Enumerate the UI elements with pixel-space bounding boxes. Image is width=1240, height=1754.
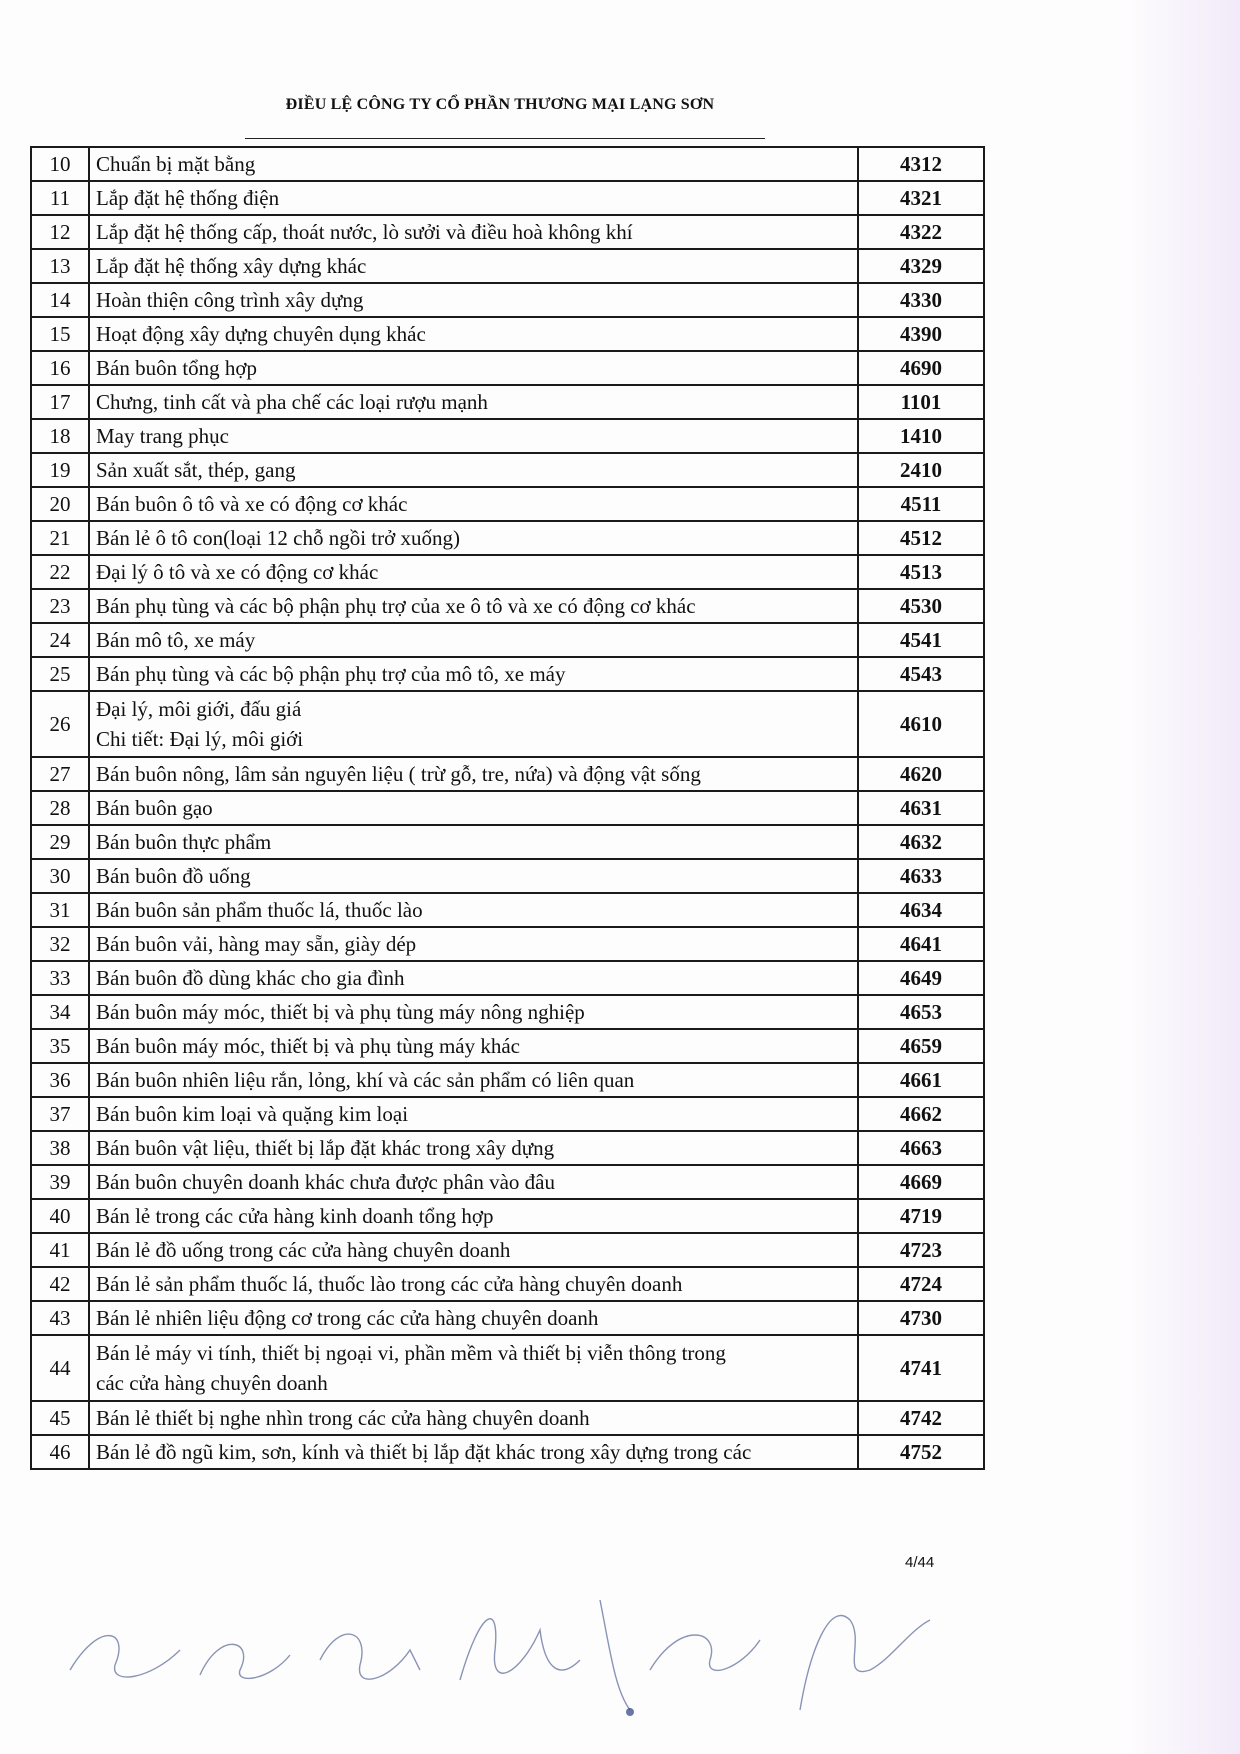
table-row	[31, 589, 984, 623]
activity-name-line: Chuẩn bị mặt bằng	[96, 152, 256, 176]
industry-code: 4543	[858, 657, 984, 691]
row-number: 23	[31, 589, 89, 623]
activity-name-line: Lắp đặt hệ thống xây dựng khác	[96, 254, 367, 278]
activity-name-line: Bán buôn đồ dùng khác cho gia đình	[96, 966, 405, 990]
activity-name-line: Bán lẻ máy vi tính, thiết bị ngoại vi, phần mềm và thiết bị viễn thông trong	[96, 1341, 726, 1365]
activity-name	[89, 453, 858, 487]
activity-name-line: Chi tiết: Đại lý, môi giới	[96, 727, 304, 751]
row-number: 36	[31, 1063, 89, 1097]
row-number: 42	[31, 1267, 89, 1301]
industry-code: 4719	[858, 1199, 984, 1233]
activity-name-line: Bán buôn máy móc, thiết bị và phụ tùng máy nông nghiệp	[96, 1000, 585, 1024]
signature-stroke-2	[200, 1644, 290, 1678]
activity-name	[89, 351, 858, 385]
industry-code: 4661	[858, 1063, 984, 1097]
industry-code: 4649	[858, 961, 984, 995]
industry-code: 4322	[858, 215, 984, 249]
row-number: 13	[31, 249, 89, 283]
table-row	[31, 893, 984, 927]
signature-mark	[626, 1708, 634, 1716]
industry-code: 4723	[858, 1233, 984, 1267]
table-row	[31, 147, 984, 181]
document-header-title: ĐIỀU LỆ CÔNG TY CỔ PHẦN THƯƠNG MẠI LẠNG SƠN	[285, 96, 715, 113]
activity-name	[89, 589, 858, 623]
industry-code: 4511	[858, 487, 984, 521]
table-row	[31, 1435, 984, 1469]
row-number: 30	[31, 859, 89, 893]
row-number: 10	[31, 147, 89, 181]
activity-name-line: Bán lẻ trong các cửa hàng kinh doanh tổng hợp	[96, 1204, 494, 1228]
row-number: 15	[31, 317, 89, 351]
industry-code: 4659	[858, 1029, 984, 1063]
table-row	[31, 995, 984, 1029]
activity-name	[89, 791, 858, 825]
row-number: 40	[31, 1199, 89, 1233]
signature-stroke-6	[650, 1635, 760, 1670]
industry-code: 1410	[858, 419, 984, 453]
activity-name	[89, 419, 858, 453]
signature-stroke-3	[320, 1634, 420, 1679]
row-number: 16	[31, 351, 89, 385]
table-row	[31, 1131, 984, 1165]
table-row	[31, 351, 984, 385]
table-row	[31, 1029, 984, 1063]
activity-name	[89, 893, 858, 927]
table-row	[31, 215, 984, 249]
activity-name	[89, 995, 858, 1029]
industry-code: 4632	[858, 825, 984, 859]
table-row	[31, 1097, 984, 1131]
industry-code: 4653	[858, 995, 984, 1029]
table-row	[31, 961, 984, 995]
table-row	[31, 1335, 984, 1401]
industry-code: 4330	[858, 283, 984, 317]
row-number: 37	[31, 1097, 89, 1131]
activity-name	[89, 623, 858, 657]
activity-name-line: Lắp đặt hệ thống điện	[96, 186, 280, 210]
signature-stroke-7	[800, 1616, 930, 1710]
table-row	[31, 317, 984, 351]
activity-name	[89, 927, 858, 961]
table-row	[31, 1401, 984, 1435]
industry-code: 4641	[858, 927, 984, 961]
activity-name-line: Bán mô tô, xe máy	[96, 628, 256, 652]
row-number: 27	[31, 757, 89, 791]
activity-name-line: các cửa hàng chuyên doanh	[96, 1371, 328, 1395]
row-number: 43	[31, 1301, 89, 1335]
row-number: 18	[31, 419, 89, 453]
industry-code: 4530	[858, 589, 984, 623]
activity-name-line: Bán phụ tùng và các bộ phận phụ trợ của xe ô tô và xe có động cơ khác	[96, 594, 696, 618]
page-number: 4/44	[905, 1554, 935, 1571]
activity-name	[89, 1029, 858, 1063]
table-row	[31, 1063, 984, 1097]
activity-name	[89, 691, 858, 757]
table-row	[31, 1233, 984, 1267]
table-row	[31, 623, 984, 657]
activity-name	[89, 1401, 858, 1435]
activity-name-line: Bán buôn tổng hợp	[96, 356, 258, 380]
table-row	[31, 825, 984, 859]
signature-stroke-5	[600, 1600, 630, 1710]
industry-code: 4321	[858, 181, 984, 215]
activity-name	[89, 859, 858, 893]
activity-name-line: Bán buôn đồ uống	[96, 864, 251, 888]
row-number: 17	[31, 385, 89, 419]
row-number: 26	[31, 691, 89, 757]
activity-name-line: Bán buôn nông, lâm sản nguyên liệu ( trừ gỗ, tre, nứa) và động vật sống	[96, 762, 701, 786]
activity-name-line: Bán buôn chuyên doanh khác chưa được phân vào đâu	[96, 1170, 555, 1194]
activity-name	[89, 825, 858, 859]
activity-name	[89, 1165, 858, 1199]
table-row	[31, 249, 984, 283]
industry-code: 4390	[858, 317, 984, 351]
table-row	[31, 1267, 984, 1301]
table-body	[31, 147, 984, 1469]
industry-code: 4669	[858, 1165, 984, 1199]
row-number: 38	[31, 1131, 89, 1165]
industry-code: 4541	[858, 623, 984, 657]
activity-name	[89, 1063, 858, 1097]
table-row	[31, 181, 984, 215]
activity-name-line: Bán buôn sản phẩm thuốc lá, thuốc lào	[96, 898, 423, 922]
industry-code: 4633	[858, 859, 984, 893]
activity-name	[89, 181, 858, 215]
activity-name-line: Hoạt động xây dựng chuyên dụng khác	[96, 322, 426, 346]
industry-code: 4690	[858, 351, 984, 385]
industry-code: 4513	[858, 555, 984, 589]
activity-name	[89, 1335, 858, 1401]
activity-name-line: Bán buôn máy móc, thiết bị và phụ tùng máy khác	[96, 1034, 520, 1058]
activity-name-line: Bán lẻ sản phẩm thuốc lá, thuốc lào trong các cửa hàng chuyên doanh	[96, 1272, 683, 1296]
activity-name	[89, 555, 858, 589]
activity-name	[89, 1233, 858, 1267]
row-number: 32	[31, 927, 89, 961]
table-row	[31, 555, 984, 589]
activity-name-line: Bán phụ tùng và các bộ phận phụ trợ của mô tô, xe máy	[96, 662, 566, 686]
activity-name-line: Bán buôn vật liệu, thiết bị lắp đặt khác trong xây dựng	[96, 1136, 555, 1160]
table-row	[31, 385, 984, 419]
industry-code: 4662	[858, 1097, 984, 1131]
row-number: 24	[31, 623, 89, 657]
table-row	[31, 1199, 984, 1233]
activity-name-line: Bán lẻ đồ uống trong các cửa hàng chuyên doanh	[96, 1238, 511, 1262]
activity-name	[89, 249, 858, 283]
activity-name-line: Bán lẻ nhiên liệu động cơ trong các cửa hàng chuyên doanh	[96, 1306, 599, 1330]
row-number: 11	[31, 181, 89, 215]
signature-stroke-1	[70, 1636, 180, 1677]
activity-name-line: Đại lý, môi giới, đấu giá	[96, 697, 302, 721]
activity-name-line: Bán buôn kim loại và quặng kim loại	[96, 1102, 409, 1126]
activity-name-line: May trang phục	[96, 424, 229, 448]
industry-code: 1101	[858, 385, 984, 419]
table-row	[31, 1301, 984, 1335]
activity-name-line: Hoàn thiện công trình xây dựng	[96, 288, 364, 312]
activity-name-line: Bán buôn ô tô và xe có động cơ khác	[96, 492, 408, 516]
industry-code: 4730	[858, 1301, 984, 1335]
activity-name	[89, 1301, 858, 1335]
table-row	[31, 419, 984, 453]
activity-name-line: Bán buôn thực phẩm	[96, 830, 272, 854]
activity-name	[89, 487, 858, 521]
table-row	[31, 487, 984, 521]
activity-name-line: Đại lý ô tô và xe có động cơ khác	[96, 560, 379, 584]
activity-name	[89, 521, 858, 555]
industry-code: 4610	[858, 691, 984, 757]
table-row	[31, 453, 984, 487]
row-number: 21	[31, 521, 89, 555]
table-row	[31, 691, 984, 757]
row-number: 22	[31, 555, 89, 589]
activity-name-line: Bán lẻ đồ ngũ kim, sơn, kính và thiết bị lắp đặt khác trong xây dựng trong các	[96, 1440, 752, 1464]
industry-code: 4724	[858, 1267, 984, 1301]
row-number: 39	[31, 1165, 89, 1199]
industry-code: 4742	[858, 1401, 984, 1435]
activity-name	[89, 757, 858, 791]
activity-name	[89, 1199, 858, 1233]
activity-name-line: Lắp đặt hệ thống cấp, thoát nước, lò sưởi và điều hoà không khí	[96, 220, 633, 244]
row-number: 29	[31, 825, 89, 859]
row-number: 34	[31, 995, 89, 1029]
row-number: 35	[31, 1029, 89, 1063]
business-activities-table	[30, 146, 985, 1470]
industry-code: 4512	[858, 521, 984, 555]
table-row	[31, 521, 984, 555]
table-row	[31, 927, 984, 961]
activity-name-line: Chưng, tinh cất và pha chế các loại rượu mạnh	[96, 390, 488, 414]
activity-name	[89, 1097, 858, 1131]
row-number: 20	[31, 487, 89, 521]
activity-name	[89, 317, 858, 351]
header-underline	[245, 138, 765, 139]
activity-name-line: Bán lẻ thiết bị nghe nhìn trong các cửa hàng chuyên doanh	[96, 1406, 590, 1430]
activity-name-line: Bán buôn nhiên liệu rắn, lỏng, khí và các sản phẩm có liên quan	[96, 1068, 635, 1092]
activity-name-line: Bán buôn vải, hàng may sẵn, giày dép	[96, 932, 417, 956]
industry-code: 4312	[858, 147, 984, 181]
row-number: 33	[31, 961, 89, 995]
activity-name-line: Bán buôn gạo	[96, 796, 213, 820]
row-number: 19	[31, 453, 89, 487]
table-row	[31, 1165, 984, 1199]
industry-code: 4741	[858, 1335, 984, 1401]
scan-edge-tint	[1120, 0, 1240, 1754]
industry-code: 4752	[858, 1435, 984, 1469]
activity-name	[89, 385, 858, 419]
industry-code: 4620	[858, 757, 984, 791]
industry-code: 4329	[858, 249, 984, 283]
row-number: 41	[31, 1233, 89, 1267]
activity-name-line: Bán lẻ ô tô con(loại 12 chỗ ngồi trở xuống)	[96, 526, 460, 550]
table-row	[31, 859, 984, 893]
activity-name	[89, 1435, 858, 1469]
activity-name	[89, 1267, 858, 1301]
activity-name	[89, 657, 858, 691]
activity-name	[89, 1131, 858, 1165]
table-row	[31, 791, 984, 825]
row-number: 46	[31, 1435, 89, 1469]
industry-code: 4631	[858, 791, 984, 825]
industry-code: 2410	[858, 453, 984, 487]
row-number: 31	[31, 893, 89, 927]
initials-signatures	[40, 1560, 1000, 1730]
table-row	[31, 657, 984, 691]
activity-name-line: Sản xuất sắt, thép, gang	[96, 458, 296, 482]
row-number: 28	[31, 791, 89, 825]
activity-name	[89, 215, 858, 249]
row-number: 45	[31, 1401, 89, 1435]
row-number: 12	[31, 215, 89, 249]
activity-name	[89, 283, 858, 317]
industry-code: 4634	[858, 893, 984, 927]
industry-code: 4663	[858, 1131, 984, 1165]
row-number: 25	[31, 657, 89, 691]
row-number: 44	[31, 1335, 89, 1401]
table-row	[31, 757, 984, 791]
table-row	[31, 283, 984, 317]
activity-name	[89, 147, 858, 181]
signature-stroke-4	[460, 1619, 580, 1680]
activity-name	[89, 961, 858, 995]
row-number: 14	[31, 283, 89, 317]
